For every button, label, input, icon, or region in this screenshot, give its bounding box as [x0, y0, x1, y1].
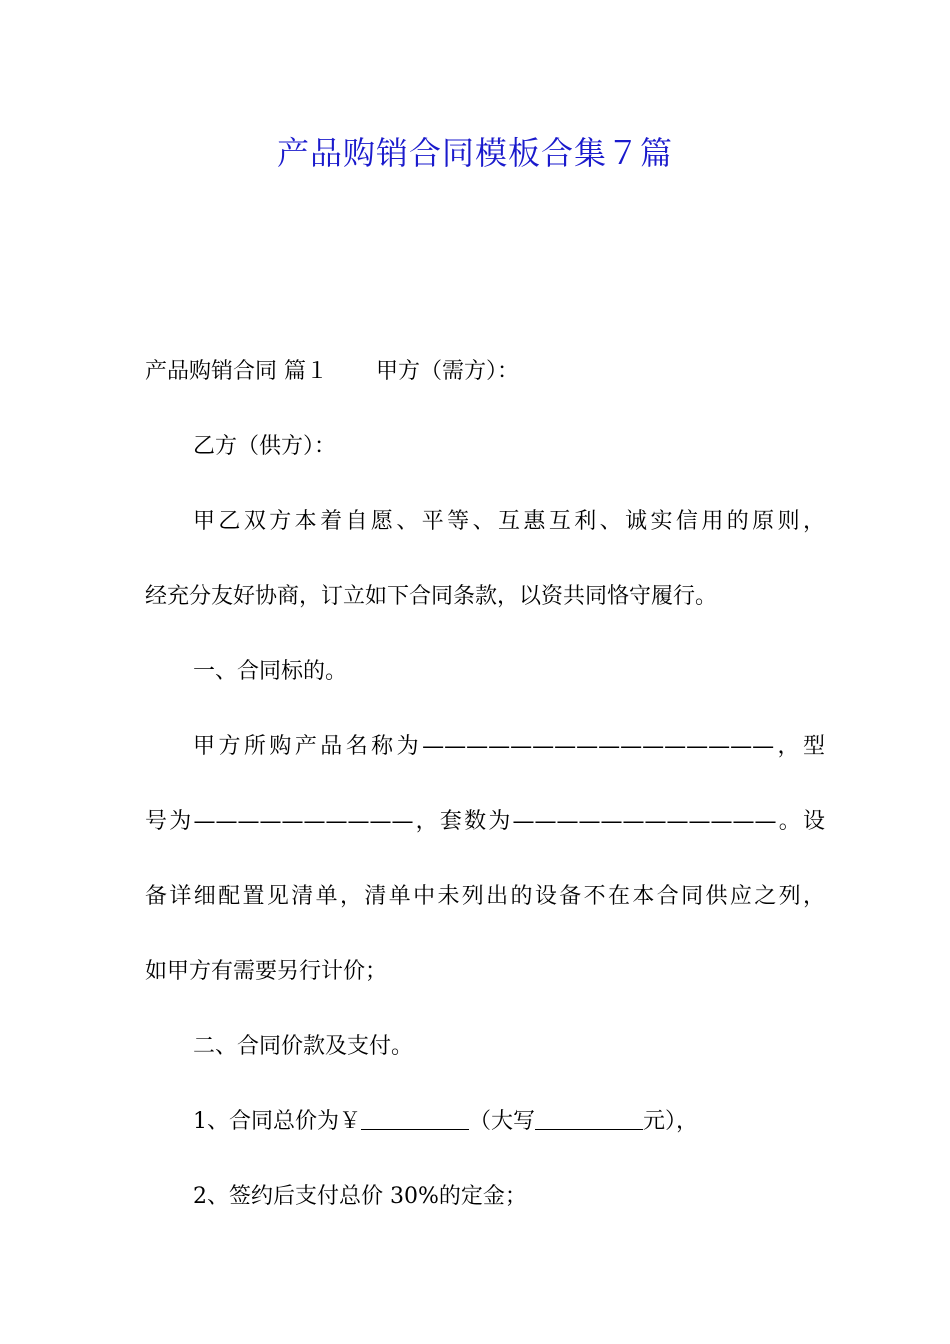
party-b-line: [145, 409, 825, 484]
section-heading-line: [145, 334, 825, 409]
amount-in-words-label: （大写: [469, 1109, 536, 1134]
section-heading: 产品购销合同 篇１: [145, 359, 328, 384]
clause-1-heading: 一、合同标的。: [193, 659, 348, 684]
party-a-label: 甲方（需方）：: [376, 359, 520, 384]
currency-suffix: 元），: [643, 1109, 699, 1134]
intro-paragraph-line-1: 甲乙双方本着自愿、平等、互惠互利、诚实信用的原则，: [193, 509, 825, 534]
document-title: 产品购销合同模板合集７篇: [276, 134, 673, 172]
total-price-blank: [361, 1109, 469, 1130]
total-price-label: 1、合同总价为￥: [193, 1109, 361, 1134]
clause-1-line-3: 备详细配置见清单，清单中未列出的设备不在本合同供应之列，: [145, 884, 825, 909]
document-body: [145, 334, 825, 1234]
clause-2-item-2: 2、签约后支付总价 30%的定金；: [193, 1184, 527, 1209]
party-b-label: 乙方（供方）：: [193, 434, 337, 459]
clause-1-line-1: 甲方所购产品名称为————————————————，型: [193, 734, 825, 759]
clause-1-line-4: 如甲方有需要另行计价；: [145, 959, 388, 984]
amount-in-words-blank: [535, 1109, 643, 1130]
intro-paragraph-line-2: 经充分友好协商，订立如下合同条款，以资共同恪守履行。: [145, 584, 718, 609]
clause-2-item-1: [145, 1084, 825, 1159]
clause-1-line-2: 号为——————————，套数为————————————。设: [145, 809, 825, 834]
clause-2-heading: 二、合同价款及支付。: [193, 1034, 414, 1059]
